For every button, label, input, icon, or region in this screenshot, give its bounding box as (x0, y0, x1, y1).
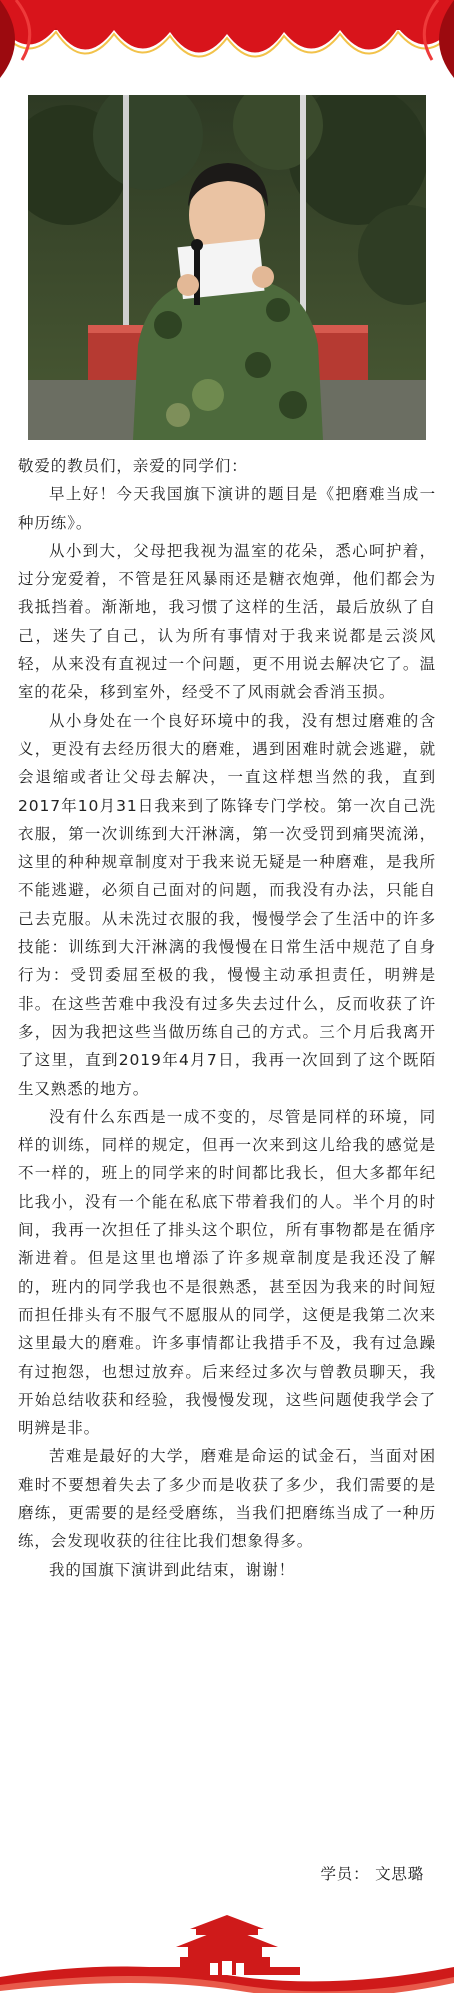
paragraph: 从小到大，父母把我视为温室的花朵，悉心呵护着，过分宠爱着，不管是狂风暴雨还是糖衣炮弹，他们都会为我抵挡着。渐渐地，我习惯了这样的生活，最后放纵了自己，迷失了自己，认为所有事情对于我来说都是云淡风轻，从来没有直视过一个问题，更不用说去解决它了。温室的花朵，移到室外，经受不了风雨就会香消玉损。 (18, 541, 436, 702)
red-curtain-banner (0, 0, 454, 80)
paragraph-opening: 早上好！今天我国旗下演讲的题目是《把磨难当成一种历练》。 (18, 485, 436, 532)
paragraph: 从小身处在一个良好环境中的我，没有想过磨难的含义，更没有去经历很大的磨难，遇到困难时就会逃避，就会退缩或者让父母去解决，一直这样想当然的我，直到2017年10月31日我来到了陈锋专门学校。第一次自己洗衣服，第一次训练到大汗淋漓，第一次受罚到痛哭流涕，这里的种种规章制度对于我来说无疑是一种磨难，是我所不能逃避，必须自己面对的问题，而我没有办法，只能自己去克服。从未洗过衣服的我，慢慢学会了生活中的许多技能：训练到大汗淋漓的我慢慢在日常生活中规范了自身行为：受罚委屈至极的我，慢慢主动承担责任，明辨是非。在这些苦难中我没有过多失去过什么，反而收获了许多，因为我把这些当做历练自己的方式。三个月后我离开了这里，直到2019年4月7日，我再一次回到了这个既陌生又熟悉的地方。 (18, 711, 436, 1098)
speaker-photo (28, 95, 426, 440)
greeting: 敬爱的教员们，亲爱的同学们： (18, 457, 248, 475)
speech-article (18, 452, 436, 1584)
signature: 学员： 文思璐 (320, 1865, 424, 1883)
paragraph-closing: 我的国旗下演讲到此结束，谢谢！ (49, 1560, 296, 1579)
tiananmen-silhouette-icon (0, 1905, 454, 1993)
paragraph: 没有什么东西是一成不变的，尽管是同样的环境，同样的训练，同样的规定，但再一次来到这儿给我的感觉是不一样的，班上的同学来的时间都比我长，但大多都年纪比我小，没有一个能在私底下带着我们的人。半个月的时间，我再一次担任了排头这个职位，所有事物都是在循序渐进着。但是这里也增添了许多规章制度是我还没了解的，班内的同学我也不是很熟悉，甚至因为我来的时间短而担任排头有不服气不愿服从的同学，这便是我第二次来这里最大的磨难。许多事情都让我措手不及，我有过急躁有过抱怨，也想过放弃。后来经过多次与曾教员聊天，我开始总结收获和经验，我慢慢发现，这些问题使我学会了明辨是非。 (18, 1107, 436, 1438)
paragraph: 苦难是最好的大学，磨难是命运的试金石，当面对困难时不要想着失去了多少而是收获了多少，我们需要的是磨练，更需要的是经受磨练，当我们把磨练当成了一种历练，会发现收获的往往比我们想象得多。 (18, 1447, 436, 1551)
